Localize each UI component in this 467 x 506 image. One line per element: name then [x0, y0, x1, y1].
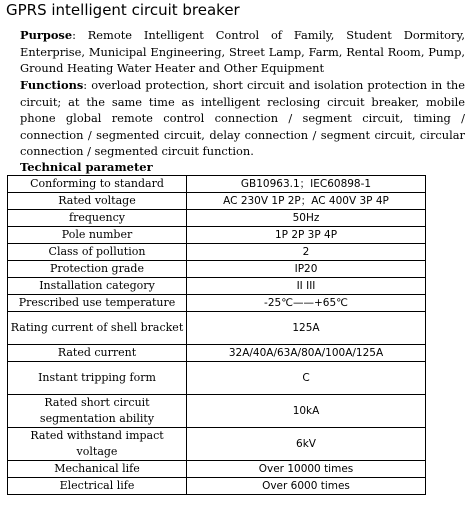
- parameter-name: Installation category: [8, 278, 187, 295]
- table-row: [8, 312, 426, 345]
- parameter-name: Class of pollution: [8, 244, 187, 261]
- parameter-value: 10kA: [187, 395, 426, 428]
- parameter-value: IP20: [187, 261, 426, 278]
- purpose-text: : Remote Intelligent Control of Family, Student Dormitory, Enterprise, Municipal Engineering, Street Lamp, Farm, Rental Room, Pump, Ground Heating Water Heater and Other Equipment: [20, 28, 465, 75]
- table-row: [8, 227, 426, 244]
- table-row: [8, 362, 426, 395]
- parameter-name: Rating current of shell bracket: [8, 312, 187, 345]
- parameter-value: 32A/40A/63A/80A/100A/125A: [187, 345, 426, 362]
- parameter-name: Rated current: [8, 345, 187, 362]
- functions-paragraph: [20, 77, 465, 160]
- parameter-name: Protection grade: [8, 261, 187, 278]
- table-row: [8, 278, 426, 295]
- parameter-name: Conforming to standard: [8, 176, 187, 193]
- table-row: [8, 345, 426, 362]
- page-title: GPRS intelligent circuit breaker: [6, 1, 240, 19]
- parameter-name: Mechanical life: [8, 461, 187, 478]
- parameter-name: Instant tripping form: [8, 362, 187, 395]
- parameter-value: 125A: [187, 312, 426, 345]
- parameter-name: Pole number: [8, 227, 187, 244]
- parameter-name: Rated voltage: [8, 193, 187, 210]
- parameter-value: C: [187, 362, 426, 395]
- parameter-name: Rated short circuit segmentation ability: [8, 395, 187, 428]
- table-row: [8, 176, 426, 193]
- table-row: [8, 210, 426, 227]
- table-row: [8, 295, 426, 312]
- table-row: [8, 261, 426, 278]
- technical-parameter-heading: Technical parameter: [20, 160, 153, 174]
- parameter-name: Electrical life: [8, 478, 187, 495]
- table-row: [8, 395, 426, 428]
- parameter-value: Over 6000 times: [187, 478, 426, 495]
- table-row: [8, 478, 426, 495]
- parameter-value: II III: [187, 278, 426, 295]
- parameter-name: Rated withstand impact voltage: [8, 428, 187, 461]
- table-row: [8, 461, 426, 478]
- parameter-value: -25℃——+65℃: [187, 295, 426, 312]
- functions-label: Functions: [20, 78, 84, 92]
- parameter-value: 1P 2P 3P 4P: [187, 227, 426, 244]
- parameter-name: frequency: [8, 210, 187, 227]
- parameter-name: Prescribed use temperature: [8, 295, 187, 312]
- parameter-value: 50Hz: [187, 210, 426, 227]
- purpose-paragraph: [20, 27, 465, 77]
- parameter-value: Over 10000 times: [187, 461, 426, 478]
- technical-parameter-table: [7, 175, 426, 495]
- parameter-value: GB10963.1；IEC60898-1: [187, 176, 426, 193]
- parameter-value: 6kV: [187, 428, 426, 461]
- parameter-value: 2: [187, 244, 426, 261]
- table-row: [8, 244, 426, 261]
- functions-text: : overload protection, short circuit and isolation protection in the circuit; at the same time as intelligent reclosing circuit breaker, mobile phone global remote control connection / segment circuit, timing / connection / segmented circuit, delay connection / segment circuit, circular connection / segmented circuit function.: [20, 78, 465, 158]
- table-row: [8, 428, 426, 461]
- table-row: [8, 193, 426, 210]
- purpose-label: Purpose: [20, 28, 73, 42]
- parameter-value: AC 230V 1P 2P；AC 400V 3P 4P: [187, 193, 426, 210]
